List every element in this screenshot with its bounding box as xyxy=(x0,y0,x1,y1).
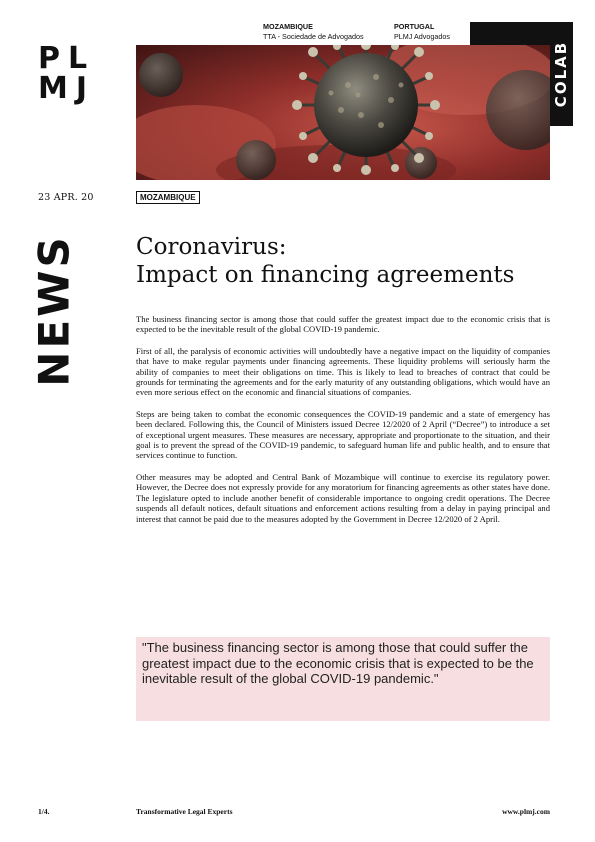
country-badge: MOZAMBIQUE xyxy=(136,191,200,204)
title-line-2: Impact on financing agreements xyxy=(136,262,515,288)
office-firm: PLMJ Advogados xyxy=(394,31,450,41)
article-body xyxy=(136,314,550,535)
office-mozambique xyxy=(263,22,364,41)
office-portugal xyxy=(394,22,450,41)
colab-header-block xyxy=(470,22,550,45)
coronavirus-hero-image xyxy=(136,45,550,180)
page-number: 1/4. xyxy=(38,807,50,816)
body-paragraph: First of all, the paralysis of economic activities will undoubtedly have a negative impact on the liquidity of companies that have to make regular payments under financing agreements. These liquidity problems will seriously harm the ability of companies to meet their obligations on time. This is likely to lead to breaches of contract that could be grounds for terminating the agreements and for the early maturity of any outstanding obligations, which would have an even more serious effect on the economic and financial situations of companies. xyxy=(136,345,550,398)
pull-quote xyxy=(136,637,550,721)
pull-quote-text: "The business financing sector is among those that could suffer the greatest impact due to the economic crisis that is expected to be the inevitable result of the global COVID-19 pandemic." xyxy=(142,640,534,686)
colab-label: COLAB xyxy=(552,40,571,108)
office-firm: TTA - Sociedade de Advogados xyxy=(263,31,364,41)
article-date: 23 APR. 20 xyxy=(38,192,94,203)
body-paragraph: Steps are being taken to combat the economic consequences the COVID-19 pandemic and a state of emergency has been declared. Following this, the Council of Ministers issued Decree 12/2020 of 2 April (“Decree”) to introduce a set of exceptional urgent measures. These measures are necessary, appropriate and proportionate to the situation, and their goal is to prevent the spread of the COVID-19 pandemic, to safeguard human life and public health, and to ensure that services continue to function. xyxy=(136,408,550,461)
logo-line-1: PL xyxy=(38,41,96,76)
logo-line-2: MJ xyxy=(38,71,96,106)
virus-illustration xyxy=(136,45,550,180)
plmj-logo xyxy=(38,41,100,106)
body-paragraph: Other measures may be adopted and Central Bank of Mozambique will continue to exercise its regulatory power. However, the Decree does not expressly provide for any moratorium for financing agreements as other states have done. The legislature opted to include another benefit of considerable importance to ongoing credit operations. The Decree suspends all default notices, default situations and enforcement actions resulting from a delay in paying principal and interest that cannot be paid due to the measures adopted by the Government in Decree 12/2020 of 2 April. xyxy=(136,471,550,524)
office-country: MOZAMBIQUE xyxy=(263,22,313,31)
title-line-1: Coronavirus: xyxy=(136,234,287,260)
section-label-wrap xyxy=(29,233,79,387)
body-paragraph: The business financing sector is among those that could suffer the greatest impact due to the economic crisis that is expected to be the inevitable result of the global COVID-19 pandemic. xyxy=(136,314,550,335)
footer-tagline: Transformative Legal Experts xyxy=(136,807,233,816)
colab-label-wrap xyxy=(552,22,571,126)
article-title xyxy=(136,233,556,289)
footer-website-link[interactable]: www.plmj.com xyxy=(502,807,550,816)
office-country: PORTUGAL xyxy=(394,22,435,31)
section-label: NEWS xyxy=(29,233,79,387)
